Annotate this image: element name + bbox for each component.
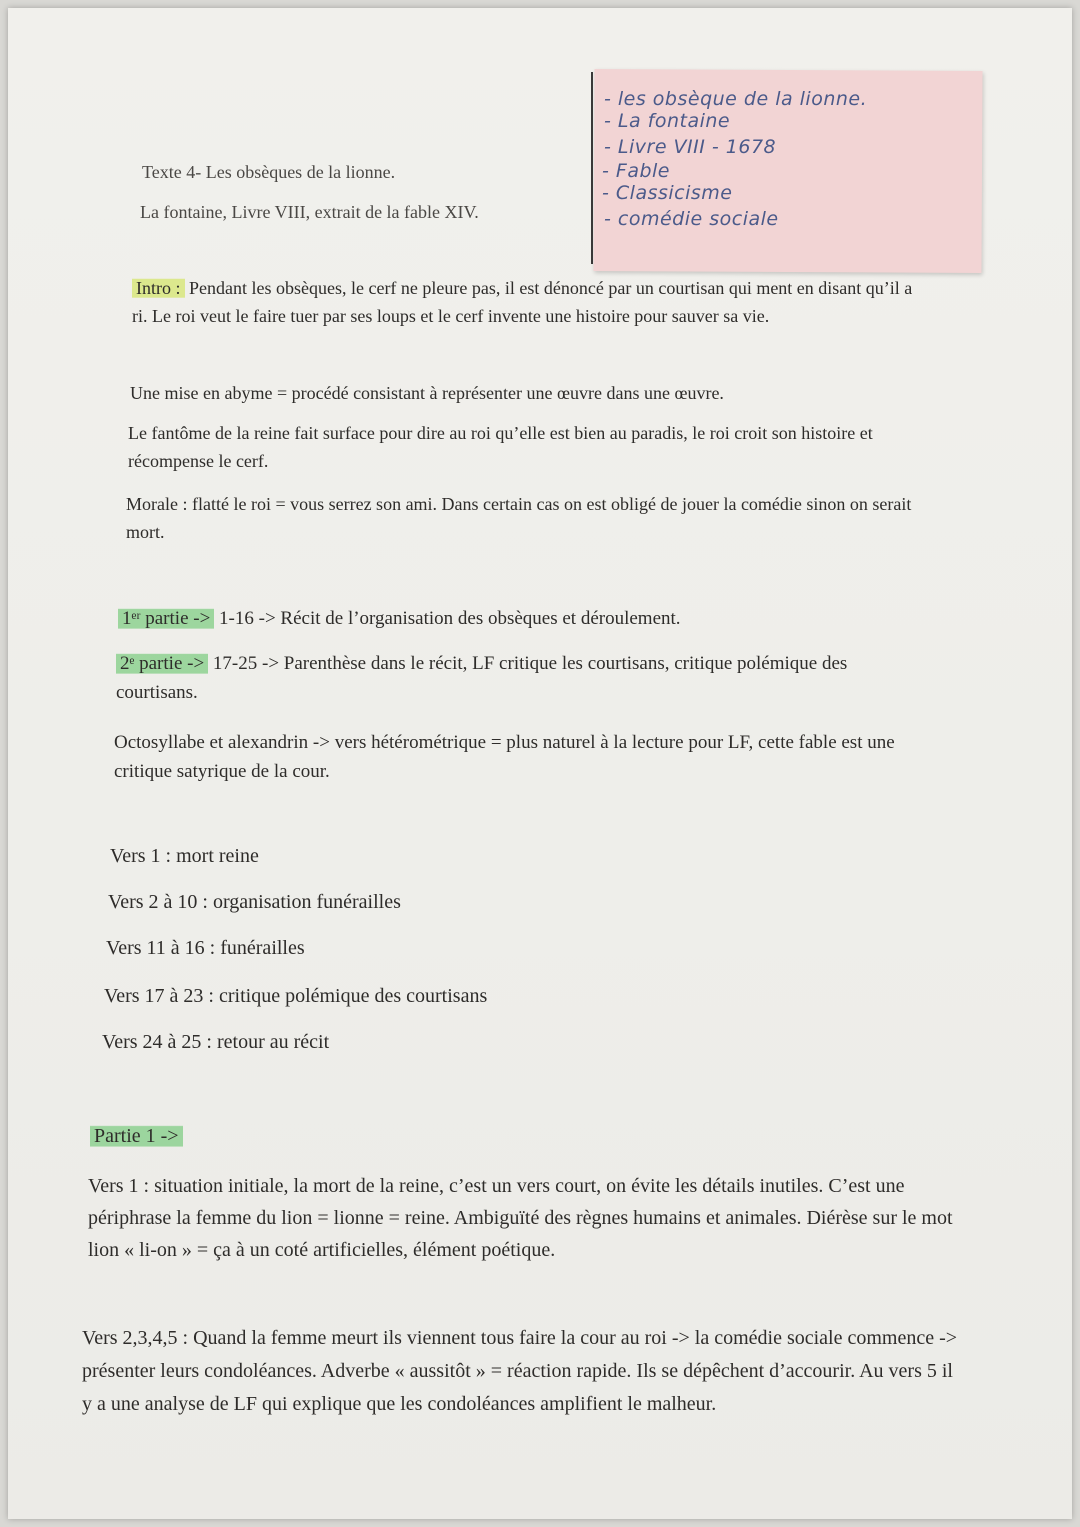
vers-list-item: Vers 11 à 16 : funérailles xyxy=(106,937,305,959)
fantome-paragraph: Le fantôme de la reine fait surface pour dire au roi qu’elle est bien au paradis, le roi croit son histoire et récompense le cerf. xyxy=(128,423,873,471)
document-title: Texte 4- Les obsèques de la lionne. xyxy=(142,162,396,182)
vers-list-item: Vers 24 à 25 : retour au récit xyxy=(102,1031,330,1053)
vers-list-item: Vers 17 à 23 : critique polémique des courtisans xyxy=(104,985,488,1007)
sticky-note-line: - Fable xyxy=(602,160,670,182)
partie-1-heading xyxy=(90,1122,183,1151)
sticky-note-line: - Classicisme xyxy=(602,182,733,204)
partie-2-label: 2ᵉ partie -> xyxy=(116,652,208,675)
document-source: La fontaine, Livre VIII, extrait de la fable XIV. xyxy=(140,202,479,222)
partie-2-summary xyxy=(116,649,906,707)
intro-paragraph xyxy=(132,274,932,330)
vers-list-item: Vers 1 : mort reine xyxy=(110,845,259,867)
partie-1-summary xyxy=(118,604,938,633)
vers-2345-analysis: Vers 2,3,4,5 : Quand la femme meurt ils viennent tous faire la cour au roi -> la comédie sociale commence -> présenter leurs condoléances. Adverbe « aussitôt » = réaction rapide. Ils se dépêchent d’accourir. Au vers 5 il y a une analyse de LF qui explique que les condoléances amplifient le malheur. xyxy=(82,1327,958,1415)
vers-list-item: Vers 2 à 10 : organisation funérailles xyxy=(108,891,401,913)
sticky-note-line: - La fontaine xyxy=(604,110,731,132)
partie-1-label: 1ᵉʳ partie -> xyxy=(118,607,214,630)
sticky-note-line: - Livre VIII - 1678 xyxy=(604,136,777,158)
intro-text: Pendant les obsèques, le cerf ne pleure pas, il est dénoncé par un courtisan qui ment en disant qu’il a ri. Le roi veut le faire tuer par ses loups et le cerf invente une histoire pour sauver sa vie. xyxy=(132,278,913,326)
mise-en-abyme-paragraph: Une mise en abyme = procédé consistant à représenter une œuvre dans une œuvre. xyxy=(130,383,724,403)
partie-2-text: 17-25 -> Parenthèse dans le récit, LF critique les courtisans, critique polémique des courtisans. xyxy=(116,653,848,703)
document-page xyxy=(8,8,1072,1519)
intro-label: Intro : xyxy=(132,277,185,299)
sticky-note-line: - les obsèque de la lionne. xyxy=(604,88,868,110)
sticky-note-line: - comédie sociale xyxy=(604,208,779,230)
vers-1-analysis: Vers 1 : situation initiale, la mort de la reine, c’est un vers court, on évite les détails inutiles. C’est une périphrase la femme du lion = lionne = reine. Ambiguïté des règnes humains et animales. Diérèse sur le mot lion « li-on » = ça à un coté artificielles, élément poétique. xyxy=(88,1175,953,1261)
octosyllabe-paragraph: Octosyllabe et alexandrin -> vers hétérométrique = plus naturel à la lecture pour LF, cette fable est une critique satyrique de la cour. xyxy=(114,732,895,782)
morale-paragraph: Morale : flatté le roi = vous serrez son ami. Dans certain cas on est obligé de jouer la comédie sinon on serait mort. xyxy=(126,494,912,542)
partie-1-heading-label: Partie 1 -> xyxy=(90,1124,183,1148)
partie-1-text: 1-16 -> Récit de l’organisation des obsèques et déroulement. xyxy=(214,608,681,629)
